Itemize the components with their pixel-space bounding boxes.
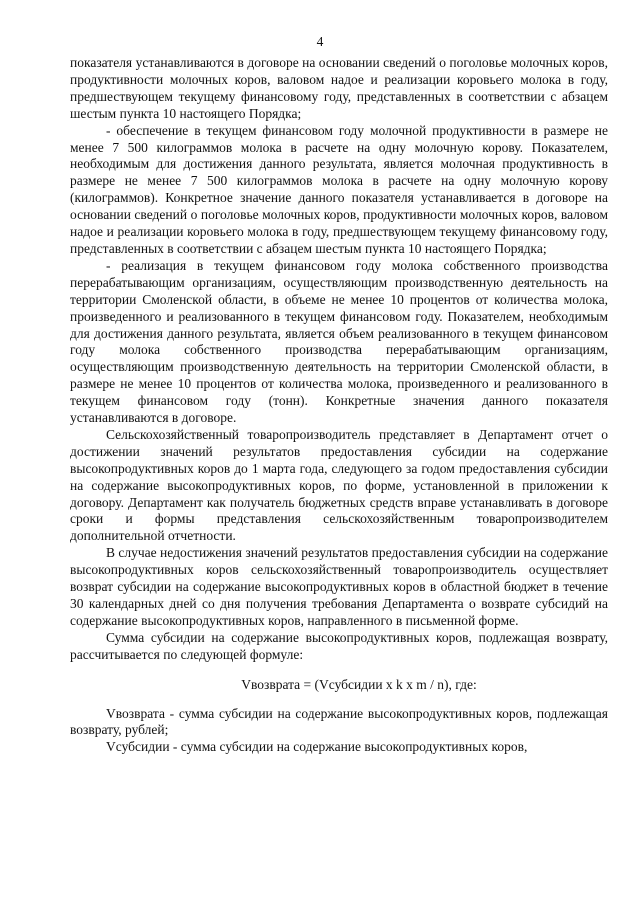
formula: Vвозврата = (Vсубсидии x k x m / n), где:: [241, 676, 477, 692]
definition: Vвозврата - сумма субсидии на содержание высокопродуктивных коров, подлежащая возврату, рублей;: [70, 705, 608, 738]
paragraph: Сельскохозяйственный товаропроизводитель представляет в Департамент отчет о достижении значений результатов предоставления субсидии на содержание высокопродуктивных коров до 1 марта года, следующего за годом предоставления субсидии на содержание высокопродуктивных коров, по форме, установленной в приложении к договору. Департамент как получатель бюджетных средств вправе устанавливать в договоре сроки и формы представления сельскохозяйственным товаропроизводителем дополнительной отчетности.: [70, 426, 608, 544]
paragraph: - реализация в текущем финансовом году молока собственного производства перерабатывающим организациям, осуществляющим производственную деятельность на территории Смоленской области, в объеме не менее 10 процентов от количества молока, произведенного и реализованного в текущем финансовом году. Показателем, необходимым для достижения данного результата, является объем реализованного в текущем финансовом году молока собственного производства перерабатывающим организациям, осуществляющим производственную деятельность на территории Смоленской области, в размере не менее 10 процентов от количества молока, произведенного и реализованного в текущем финансовом году (тонн). Конкретные значения данного показателя устанавливаются в договоре.: [70, 257, 608, 426]
page-number: 4: [316, 34, 324, 49]
paragraph: В случае недостижения значений результатов предоставления субсидии на содержание высокопродуктивных коров сельскохозяйственный товаропроизводитель осуществляет возврат субсидии на содержание высокопродуктивных коров в областной бюджет в течение 30 календарных дней со дня получения требования Департамента о возврате субсидий на содержание высокопродуктивных коров, направленного в письменной форме.: [70, 545, 608, 628]
document-body: [70, 55, 608, 756]
paragraph: - обеспечение в текущем финансовом году молочной продуктивности в размере не менее 7 500 килограммов молока в расчете на одну молочную корову. Показателем, необходимым для достижения данного результата, является молочная продуктивность в размере не менее 7 500 килограммов молока в расчете на одну молочную корову (килограммов). Конкретное значение данного показателя устанавливается в договоре на основании сведений о поголовье молочных коров, продуктивности молочных коров, валовом надое и реализации коровьего молока в году, предшествующем текущему финансовому году, представленных в соответствии с абзацем шестым пункта 10 настоящего Порядка;: [70, 122, 608, 256]
paragraph: Сумма субсидии на содержание высокопродуктивных коров, подлежащая возврату, рассчитывается по следующей формуле:: [70, 629, 608, 662]
definition: Vсубсидии - сумма субсидии на содержание высокопродуктивных коров,: [106, 739, 528, 755]
paragraph: показателя устанавливаются в договоре на основании сведений о поголовье молочных коров, продуктивности молочных коров, валовом надое и реализации коровьего молока в году, предшествующем текущему финансовому году, представленных в соответствии с абзацем шестым пункта 10 настоящего Порядка;: [70, 55, 608, 121]
